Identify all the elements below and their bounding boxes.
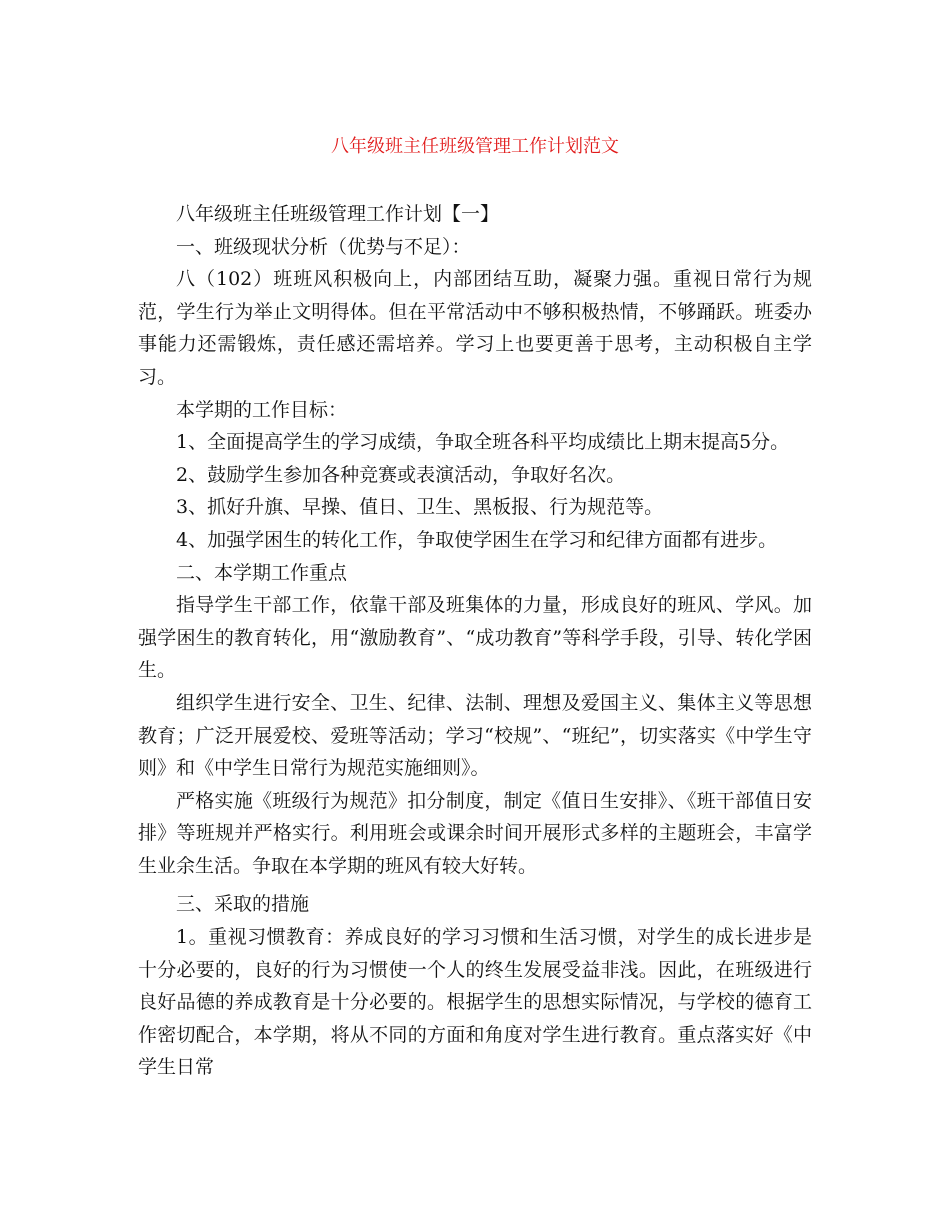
paragraph: 一、班级现状分析（优势与不足）： [176,235,471,258]
paragraph: 1、全面提高学生的学习成绩，争取全班各科平均成绩比上期末提高5分。 [176,431,790,454]
paragraph: 2、鼓励学生参加各种竞赛或表演活动，争取好名次。 [176,463,626,486]
document-title: 八年级班主任班级管理工作计划范文 [331,136,619,157]
document-body [138,198,812,1084]
paragraph: 八年级班主任班级管理工作计划【一】 [176,203,500,225]
paragraph: 严格实施《班级行为规范》扣分制度，制定《值日生安排》、《班干部值日安排》等班规并严格实行。利用班会或课余时间开展形式多样的主题班会，丰富学生业余生活。争取在本学期的班风有较大好转。 [138,789,812,877]
paragraph: 组织学生进行安全、卫生、纪律、法制、理想及爱国主义、集体主义等思想教育；广泛开展爱校、爱班等活动；学习“校规”、“班纪”，切实落实《中学生守则》和《中学生日常行为规范实施细则》。 [138,691,812,780]
paragraph: 二、本学期工作重点 [176,561,348,584]
paragraph: 本学期的工作目标： [176,398,348,421]
paragraph: 4、加强学困生的转化工作，争取使学困生在学习和纪律方面都有进步。 [176,528,778,551]
paragraph: 3、抓好升旗、早操、值日、卫生、黑板报、行为规范等。 [176,496,664,519]
paragraph: 八（102）班班风积极向上，内部团结互助，凝聚力强。重视日常行为规范，学生行为举止文明得体。但在平常活动中不够积极热情，不够踊跃。班委办事能力还需锻炼，责任感还需培养。学习上也要更善于思考，主动积极自主学习。 [138,268,812,388]
paragraph: 三、采取的措施 [176,893,310,916]
paragraph: 指导学生干部工作，依靠干部及班集体的力量，形成良好的班风、学风。加强学困生的教育转化，用“激励教育”、“成功教育”等科学手段，引导、转化学困生。 [138,594,812,682]
paragraph: 1。重视习惯教育：养成良好的学习习惯和生活习惯，对学生的成长进步是十分必要的，良好的行为习惯使一个人的终生发展受益非浅。因此，在班级进行良好品德的养成教育是十分必要的。根据学生的思想实际情况，与学校的德育工作密切配合，本学期，将从不同的方面和角度对学生进行教育。重点落实好《中学生日常 [138,926,812,1079]
